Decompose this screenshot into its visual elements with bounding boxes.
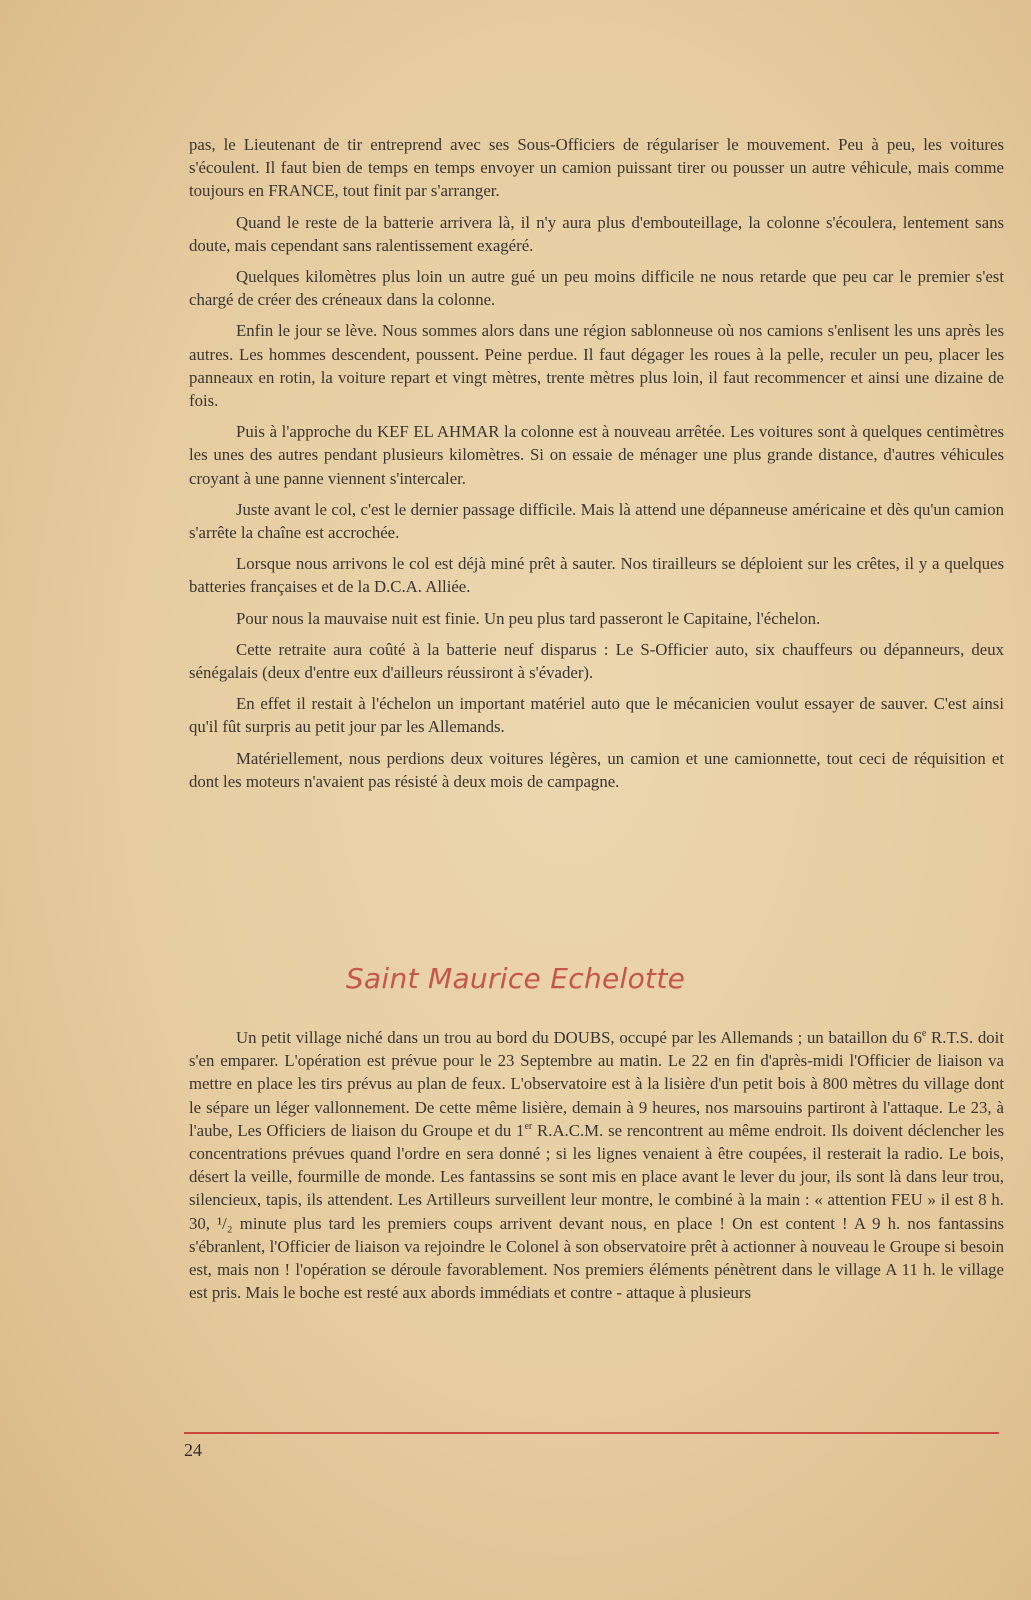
section-heading: Saint Maurice Echelotte [345,962,686,995]
paragraph: Cette retraite aura coûté à la batterie neuf disparus : Le S-Officier auto, six chauffeurs ou dépanneurs, deux sénégalais (deux d'entre eux d'ailleurs réussiront à s'évader). [189,639,1004,683]
body-text-top [189,133,1004,801]
paragraph: Juste avant le col, c'est le dernier passage difficile. Mais là attend une dépanneuse américaine et dès qu'un camion s'arrête la chaîne est accrochée. [189,499,1004,543]
paragraph: Enfin le jour se lève. Nous sommes alors dans une région sablonneuse où nos camions s'enlisent les uns après les autres. Les hommes descendent, poussent. Peine perdue. Il faut dégager les roues à la pelle, reculer un peu, placer les panneaux en rotin, la voiture repart et vingt mètres, trente mètres plus loin, il faut recommencer et ainsi une dizaine de fois. [189,321,1004,411]
body-text-section [189,1026,1004,1304]
text-run: R.A.C.M. se rencontrent au même endroit. Ils doivent déclencher les concentrations prévues quand l'ordre en sera donné ; si les lignes venaient à être coupées, il resterait la radio. Le bois, désert la veille, fourmille de monde. Les fantassins se sont mis en place avant le lever du jour, ils sont là dans leur trou, silencieux, tapis, ils attendent. Les Artilleurs surveillent leur montre, le combiné à la main : « attention FEU » il est 8 h. 30, [189,1120,1004,1233]
section-paragraph [189,1026,1004,1304]
text-run: Un petit village niché dans un trou au bord du DOUBS, occupé par les Allemands ; un bataillon du 6 [236,1028,922,1047]
paragraph: Quand le reste de la batterie arrivera là, il n'y aura plus d'embouteillage, la colonne s'écoulera, lentement sans doute, mais cependant sans ralentissement exagéré. [189,212,1004,255]
paragraph: En effet il restait à l'échelon un important matériel auto que le mécanicien voulut essayer de sauver. C'est ainsi qu'il fût surpris au petit jour par les Allemands. [189,694,1004,737]
footer-rule [184,1432,999,1434]
paragraph: Quelques kilomètres plus loin un autre gué un peu moins difficile ne nous retarde que peu car le premier s'est chargé de créer des créneaux dans la colonne. [189,267,1004,310]
paragraph: pas, le Lieutenant de tir entreprend avec ses Sous-Officiers de régulariser le mouvement. Peu à peu, les voitures s'écoulent. Il faut bien de temps en temps envoyer un camion puissant tirer ou pousser un autre véhicule, mais comme toujours en FRANCE, tout finit par s'arranger. [189,135,1004,201]
text-run: R.T.S. doit s'en emparer. L'opération est prévue pour le 23 Septembre au matin. Le 22 en fin d'après-midi l'Officier de liaison va mettre en place les tirs prévus au plan de feux. L'observatoire est à la lisière d'un petit bois à 800 mètres du village dont le sépare un léger vallonnement. De cette même lisière, demain à 9 heures, nos marsouins partiront à l'attaque. Le 23, à l'aube, Les Officiers de liaison du Groupe et du 1 [189,1028,1005,1140]
fraction: ¹/₂ [217,1213,233,1233]
paragraph: Matériellement, nous perdions deux voitures légères, un camion et une camionnette, tout ceci de réquisition et dont les moteurs n'avaient pas résisté à deux mois de campagne. [189,748,1004,791]
ordinal-superscript: e [921,1028,927,1039]
paragraph: Pour nous la mauvaise nuit est finie. Un peu plus tard passeront le Capitaine, l'échelon. [236,608,821,628]
paragraph: Lorsque nous arrivons le col est déjà miné prêt à sauter. Nos tirailleurs se déploient sur les crêtes, il y a quelques batteries françaises et de la D.C.A. Alliée. [189,554,1004,597]
page-number: 24 [184,1440,202,1460]
text-run: minute plus tard les premiers coups arrivent devant nous, en place ! On est content ! A 9 h. nos fantassins s'ébranlent, l'Officier de liaison va rejoindre le Colonel à son observatoire prêt à actionner à nouveau le Groupe si besoin est, mais non ! l'opération se déroule favorablement. Nos premiers éléments pénètrent dans le village A 11 h. le village est pris. Mais le boche est resté aux abords immédiats et contre - attaque à plusieurs [189,1213,1005,1303]
ordinal-superscript: er [524,1120,533,1132]
paragraph: Puis à l'approche du KEF EL AHMAR la colonne est à nouveau arrêtée. Les voitures sont à quelques centimètres les unes des autres pendant plusieurs kilomètres. Si on essaie de ménager une plus grande distance, d'autres véhicules croyant à une panne viennent s'intercaler. [189,422,1004,488]
